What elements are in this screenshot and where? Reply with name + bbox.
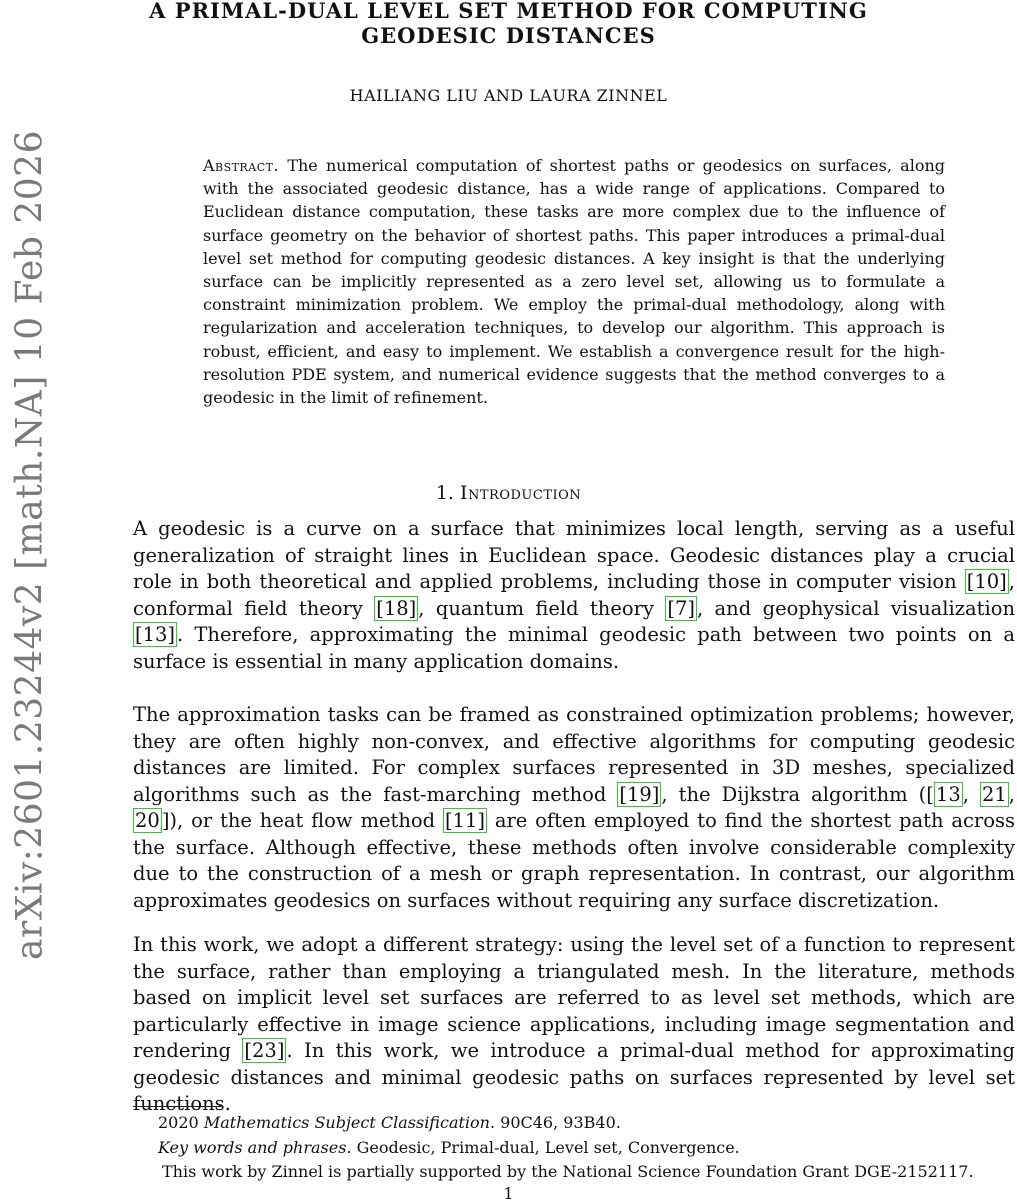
- text-span: In this work, we adopt a different strategy: using the level set of a function to represent the surface, rather than employing a triangulated mesh. In the literature, methods based on implicit level set surfaces are referred to as level set methods, which are particularly effective in image science applications, including image segmentation and rendering: [133, 933, 1015, 1062]
- arxiv-identifier: arXiv:2601.23244v2 [math.NA] 10 Feb 2026: [9, 130, 51, 960]
- citation-link[interactable]: [13]: [135, 623, 176, 646]
- text-span: ,: [962, 782, 980, 806]
- text-span: are often employed to find the shortest path across the surface. Although effective, these methods often involve considerable complexity due to the construction of a mesh or graph representation. In contrast, our algorithm approximates geodesics on surfaces without requiring any surface discretization.: [133, 809, 1016, 912]
- text-span: , the Dijkstra algorithm ([: [661, 782, 934, 806]
- citation-link[interactable]: [7]: [667, 596, 695, 620]
- paragraph-3: [133, 932, 1015, 1118]
- citation-link[interactable]: 20: [135, 809, 160, 832]
- paper-title-line2: GEODESIC DISTANCES: [361, 23, 656, 48]
- citation-link[interactable]: [10]: [966, 570, 1007, 593]
- msc-codes: . 90C46, 93B40.: [489, 1113, 621, 1132]
- text-span: The approximation tasks can be framed as constrained optimization problems; however, they are often highly non-convex, and effective algorithms for computing geodesic distances are limited. For complex surfaces represented in 3D meshes, specialized algorithms such as the fast-marching method: [133, 703, 1015, 806]
- citation-link[interactable]: 21: [981, 782, 1007, 806]
- text-span: ,: [1008, 782, 1015, 806]
- msc-label: Mathematics Subject Classification: [203, 1113, 490, 1132]
- citation-link[interactable]: 13: [935, 782, 961, 806]
- footnote-msc: [158, 1113, 621, 1133]
- section-heading: [0, 482, 1017, 504]
- paragraph-1: [133, 516, 1015, 675]
- section-number: 1.: [435, 482, 454, 504]
- text-span: . Therefore, approximating the minimal geodesic path between two points on a surface is essential in many application domains.: [133, 623, 1015, 673]
- text-span: ]), or the heat flow method: [161, 809, 443, 832]
- arxiv-sidebar: [0, 0, 60, 960]
- footnote-rule: [133, 1106, 221, 1107]
- citation-link[interactable]: [19]: [619, 782, 660, 806]
- abstract: [203, 154, 945, 409]
- footnote-keywords: [158, 1138, 740, 1158]
- paper-title-line1: A PRIMAL-DUAL LEVEL SET METHOD FOR COMPUTING: [149, 0, 868, 23]
- keywords-label: Key words and phrases: [158, 1138, 347, 1157]
- authors: HAILIANG LIU AND LAURA ZINNEL: [349, 86, 668, 105]
- section-title: Introduction: [460, 482, 582, 504]
- text-span: , and geophysical visualization: [696, 596, 1015, 620]
- abstract-label: Abstract.: [203, 156, 280, 175]
- citation-link[interactable]: [23]: [244, 1039, 285, 1062]
- citation-link[interactable]: [11]: [444, 809, 485, 832]
- paragraph-2: [133, 702, 1015, 914]
- keywords-text: . Geodesic, Primal-dual, Level set, Convergence.: [346, 1138, 740, 1157]
- text-span: , quantum field theory: [418, 596, 666, 620]
- footnote-funding: This work by Zinnel is partially supported by the National Science Foundation Grant DGE-2152117.: [162, 1162, 974, 1181]
- abstract-text: The numerical computation of shortest paths or geodesics on surfaces, along with the associated geodesic distance, has a wide range of applications. Compared to Euclidean distance computation, these tasks are more complex due to the influence of surface geometry on the behavior of shortest paths. This paper introduces a primal-dual level set method for computing geodesic distances. A key insight is that the underlying surface can be implicitly represented as a zero level set, allowing us to formulate a constraint minimization problem. We employ the primal-dual methodology, along with regularization and acceleration techniques, to develop our algorithm. This approach is robust, efficient, and easy to implement. We establish a convergence result for the high-resolution PDE system, and numerical evidence suggests that the method converges to a geodesic in the limit of refinement.: [203, 156, 945, 408]
- text-span: , conformal field theory: [133, 570, 1015, 620]
- citation-link[interactable]: [18]: [376, 596, 417, 620]
- text-span: A geodesic is a curve on a surface that minimizes local length, serving as a useful generalization of straight lines in Euclidean space. Geodesic distances play a crucial role in both theoretical and applied problems, including those in computer vision: [133, 517, 1015, 593]
- text-span: . In this work, we introduce a primal-dual method for approximating geodesic distances and minimal geodesic paths on surfaces represented by level set functions.: [133, 1039, 1015, 1115]
- page-number: 1: [503, 1184, 514, 1203]
- msc-year: 2020: [158, 1113, 199, 1132]
